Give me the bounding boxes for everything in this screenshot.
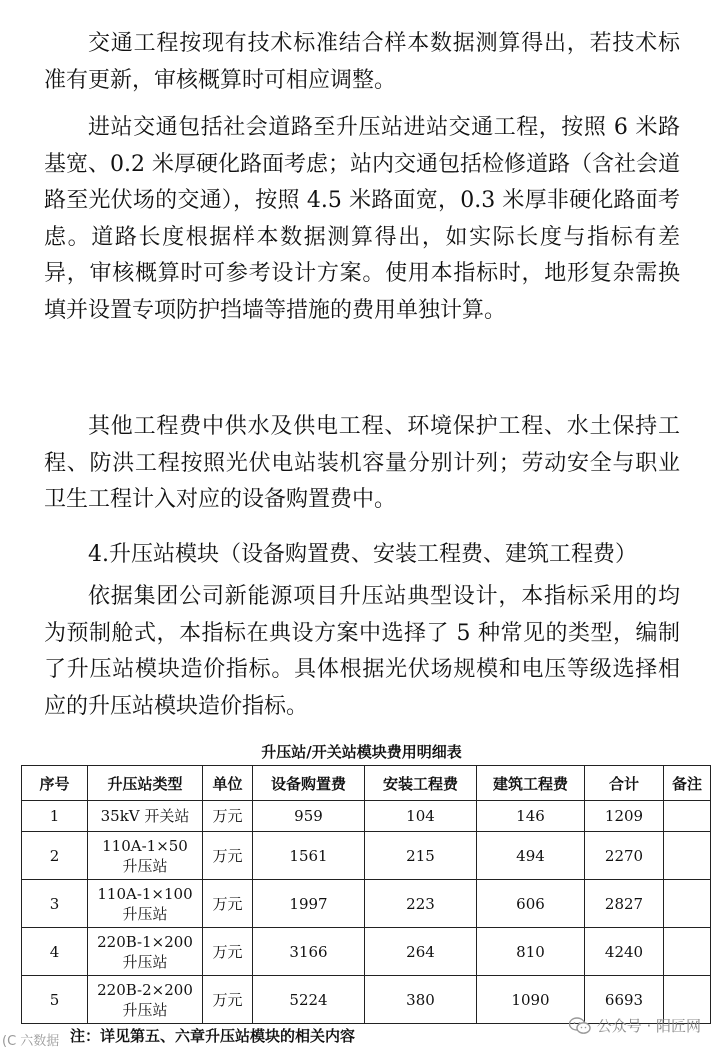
wechat-icon <box>569 1017 591 1035</box>
cell-equipment: 3166 <box>253 928 365 976</box>
table-row <box>22 801 711 832</box>
table-footnote: 注：详见第五、六章升压站模块的相关内容 <box>70 1027 356 1045</box>
paragraph-1: 交通工程按现有技术标准结合样本数据测算得出，若技术标准有更新，审核概算时可相应调整。 <box>44 31 680 93</box>
watermark-right <box>569 1015 701 1036</box>
cell-total: 1209 <box>585 801 664 832</box>
cell-install: 380 <box>365 976 477 1024</box>
cell-building: 494 <box>477 832 585 880</box>
table-row <box>22 880 711 928</box>
paragraph-4: 依据集团公司新能源项目升压站典型设计，本指标采用的均为预制舱式，本指标在典设方案中选择了 5 种常见的类型，编制了升压站模块造价指标。具体根据光伏场规模和电压等级选择相应的升压站模块造价指标。 <box>44 584 680 719</box>
section-heading: 4.升压站模块（设备购置费、安装工程费、建筑工程费） <box>88 542 637 567</box>
cell-no: 2 <box>22 832 88 880</box>
header-note: 备注 <box>664 766 711 801</box>
cell-total: 2270 <box>585 832 664 880</box>
cell-install: 264 <box>365 928 477 976</box>
cell-equipment: 959 <box>253 801 365 832</box>
header-type: 升压站类型 <box>88 766 203 801</box>
cell-total: 6693 <box>585 976 664 1024</box>
cell-building: 810 <box>477 928 585 976</box>
cell-install: 223 <box>365 880 477 928</box>
cell-equipment: 1561 <box>253 832 365 880</box>
cell-building: 1090 <box>477 976 585 1024</box>
cell-unit: 万元 <box>203 928 253 976</box>
table-row <box>22 928 711 976</box>
paragraph-2: 进站交通包括社会道路至升压站进站交通工程，按照 6 米路基宽、0.2 米厚硬化路面考虑；站内交通包括检修道路（含社会道路至光伏场的交通），按照 4.5 米路面宽，0.3 米厚非硬化路面考虑。道路长度根据样本数据测算得出，如实际长度与指标有差异，审核概算时可参考设计方案。使用本指标时，地形复杂需换填并设置专项防护挡墙等措施的费用单独计算。 <box>44 115 680 323</box>
cell-note <box>664 832 711 880</box>
table-title: 升压站/开关站模块费用明细表 <box>261 743 462 761</box>
header-total: 合计 <box>585 766 664 801</box>
cell-unit: 万元 <box>203 801 253 832</box>
cell-type: 110A-1×50 升压站 <box>88 832 203 880</box>
cell-unit: 万元 <box>203 880 253 928</box>
cell-type: 220B-1×200 升压站 <box>88 928 203 976</box>
cell-note <box>664 928 711 976</box>
header-equipment: 设备购置费 <box>253 766 365 801</box>
cell-note <box>664 880 711 928</box>
watermark-left: (C 六数据 <box>2 1034 60 1049</box>
cell-equipment: 1997 <box>253 880 365 928</box>
cell-no: 4 <box>22 928 88 976</box>
header-unit: 单位 <box>203 766 253 801</box>
cell-no: 5 <box>22 976 88 1024</box>
header-install: 安装工程费 <box>365 766 477 801</box>
cost-table <box>21 765 711 1024</box>
watermark-text: 公众号 · 阳匠网 <box>596 1017 701 1035</box>
table-header-row <box>22 766 711 801</box>
cell-install: 104 <box>365 801 477 832</box>
header-building: 建筑工程费 <box>477 766 585 801</box>
cell-total: 2827 <box>585 880 664 928</box>
cell-type: 220B-2×200 升压站 <box>88 976 203 1024</box>
cell-building: 606 <box>477 880 585 928</box>
cell-no: 3 <box>22 880 88 928</box>
cell-install: 215 <box>365 832 477 880</box>
cell-unit: 万元 <box>203 976 253 1024</box>
cell-note <box>664 801 711 832</box>
cell-no: 1 <box>22 801 88 832</box>
cell-type: 110A-1×100 升压站 <box>88 880 203 928</box>
cell-equipment: 5224 <box>253 976 365 1024</box>
cell-type: 35kV 开关站 <box>88 801 203 832</box>
paragraph-3: 其他工程费中供水及供电工程、环境保护工程、水土保持工程、防洪工程按照光伏电站装机容量分别计列；劳动安全与职业卫生工程计入对应的设备购置费中。 <box>44 414 680 513</box>
header-no: 序号 <box>22 766 88 801</box>
cell-total: 4240 <box>585 928 664 976</box>
cell-building: 146 <box>477 801 585 832</box>
cell-unit: 万元 <box>203 832 253 880</box>
table-row <box>22 832 711 880</box>
